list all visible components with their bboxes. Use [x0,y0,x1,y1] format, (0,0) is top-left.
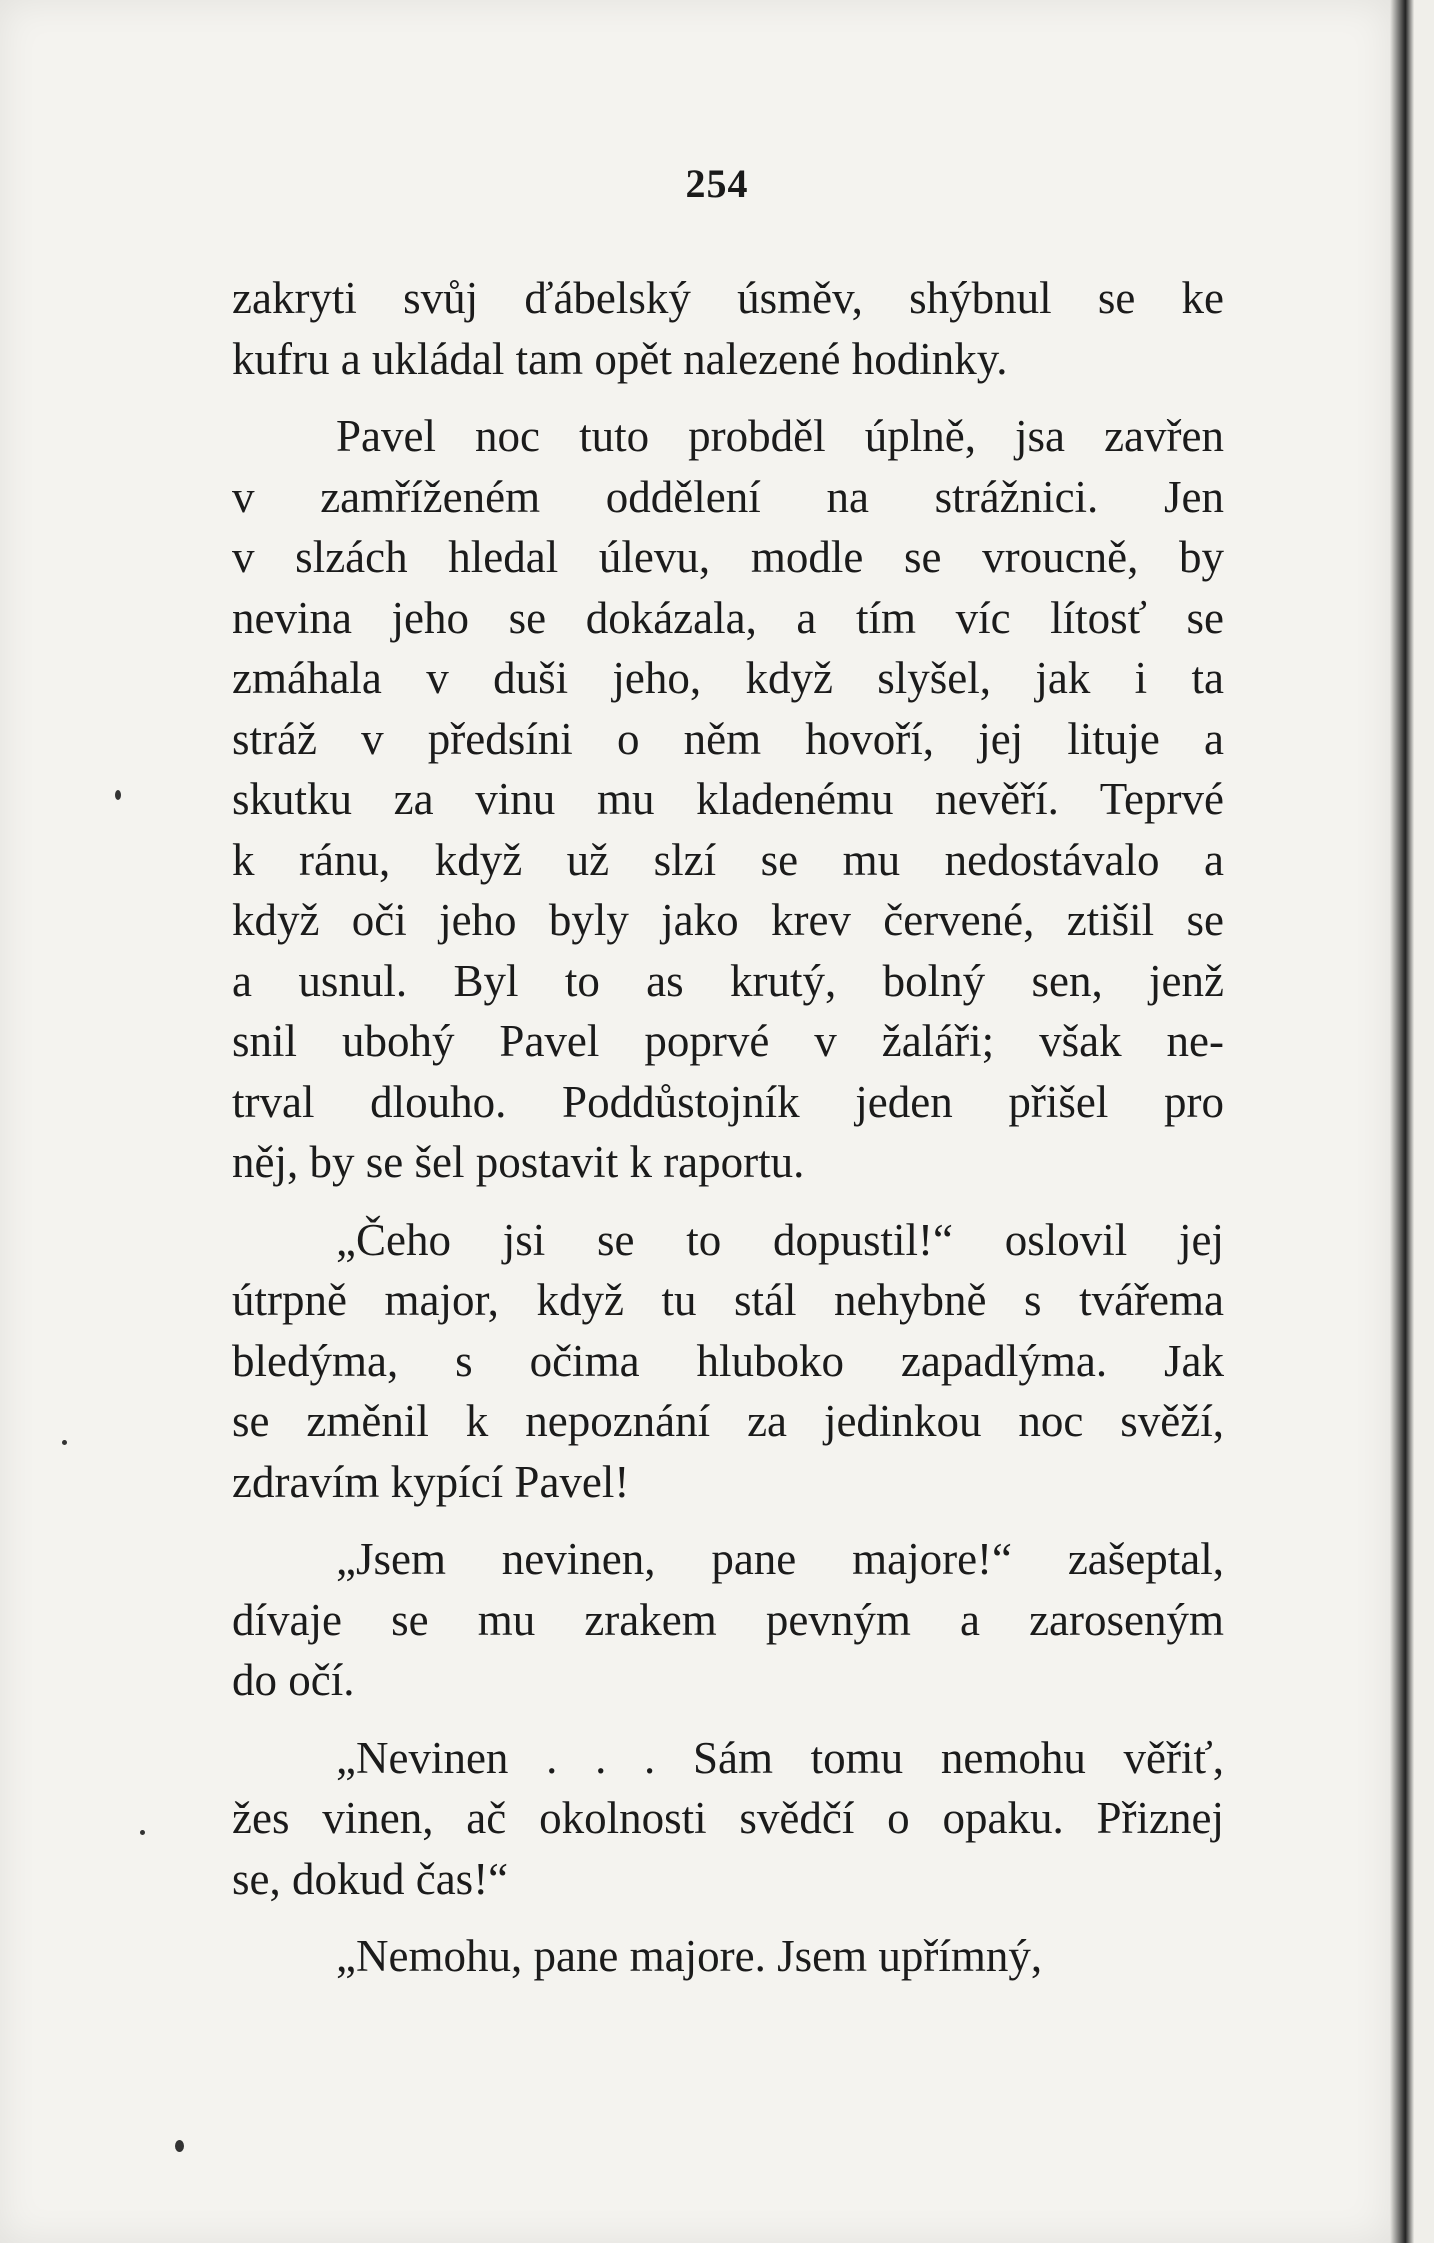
text-line: „Nemohu, pane majore. Jsem upřímný, [336,1931,1043,1981]
text-line: „Nevinen . . . Sám tomu nemohu věřiť, [336,1732,1224,1783]
text-line: útrpně major, když tu stál nehybně s tvářema [232,1275,1224,1325]
text-line: a usnul. Byl to as krutý, bolný sen, jenž [232,955,1224,1006]
paper-speck [62,1440,67,1445]
page-number: 254 [685,161,749,206]
text-line: nevina jeho se dokázala, a tím víc lítosť se [232,592,1224,643]
text-line: v zamříženém oddělení na strážnici. Jen [232,471,1224,522]
text-line: do očí. [232,1655,355,1705]
text-line: „Jsem nevinen, pane majore!“ zašeptal, [336,1534,1224,1584]
paragraph [232,1728,1224,1910]
text-line: skutku za vinu mu kladenému nevěří. Teprvé [232,774,1224,824]
text-line: žes vinen, ač okolnosti svědčí o opaku. Přiznej [232,1793,1224,1843]
text-line: když oči jeho byly jako krev červené, ztišil se [232,895,1224,945]
body-text [232,268,1224,2004]
paper-speck [175,2140,184,2152]
text-line: stráž v předsíni o něm hovoří, jej lituje a [232,713,1224,764]
paragraph [232,1926,1224,1987]
text-line: dívaje se mu zrakem pevným a zaroseným [232,1594,1224,1645]
text-line: se, dokud čas!“ [232,1853,509,1904]
paragraph [232,1210,1224,1513]
paragraph [232,1529,1224,1711]
text-line: trval dlouho. Poddůstojník jeden přišel pro [232,1076,1224,1127]
text-line: k ránu, když už slzí se mu nedostávalo a [232,834,1224,885]
text-line: zmáhala v duši jeho, když slyšel, jak i ta [232,653,1224,703]
text-line: Pavel noc tuto probděl úplně, jsa zavřen [336,411,1224,461]
text-line: něj, by se šel postavit k raportu. [232,1137,805,1187]
text-line: bledýma, s očima hluboko zapadlýma. Jak [232,1335,1224,1386]
text-line: zdravím kypící Pavel! [232,1456,630,1507]
text-line: snil ubohý Pavel poprvé v žaláři; však ne- [232,1016,1224,1066]
text-line: v slzách hledal úlevu, modle se vroucně, by [232,532,1224,582]
paper-speck [115,790,121,800]
text-line: „Čeho jsi se to dopustil!“ oslovil jej [336,1214,1224,1265]
paragraph [232,268,1224,389]
paragraph [232,406,1224,1193]
text-line: zakryti svůj ďábelský úsměv, shýbnul se ke [232,273,1224,323]
paper-speck [140,1830,145,1835]
text-line: kufru a ukládal tam opět nalezené hodinky. [232,333,1008,384]
page-edge-shadow [1390,0,1434,2243]
text-line: se změnil k nepoznání za jedinkou noc svěží, [232,1396,1224,1446]
